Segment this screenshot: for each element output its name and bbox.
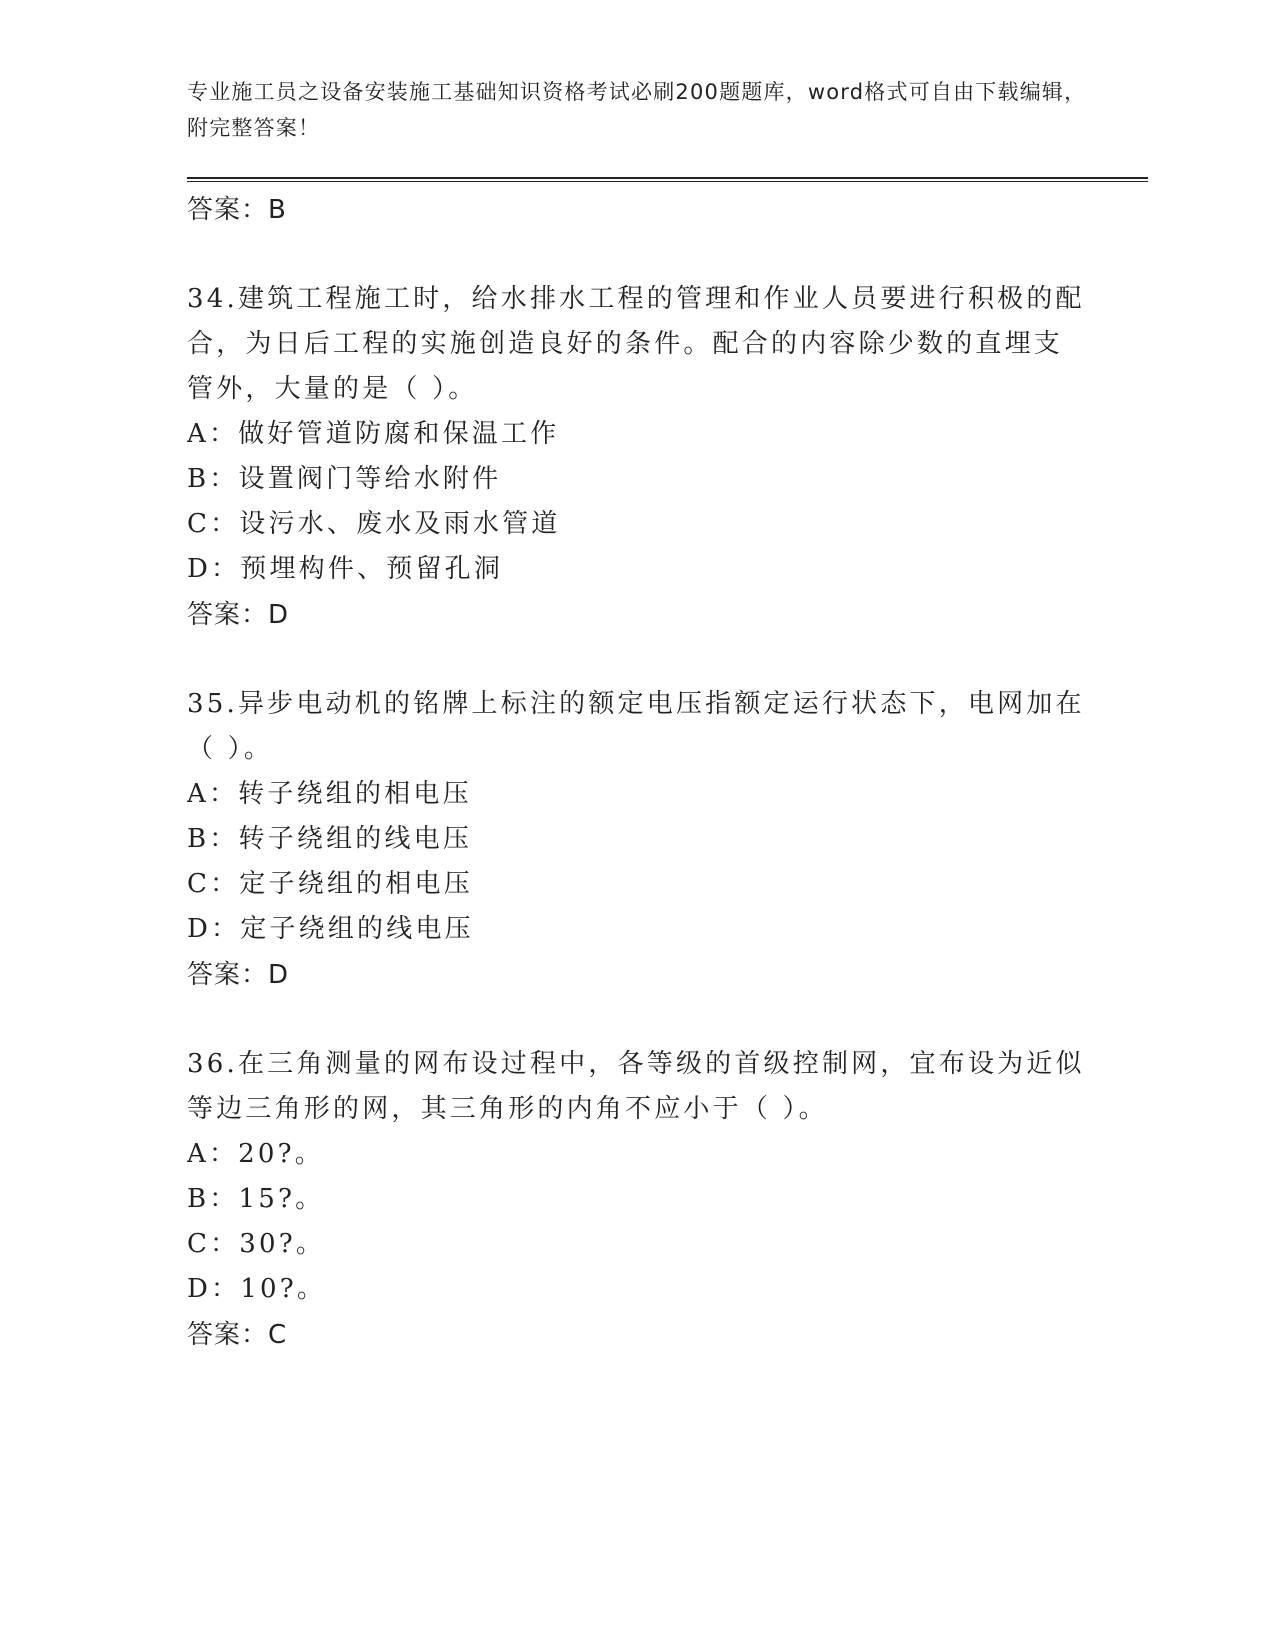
answer: 答案：D [187,600,290,630]
option-d: D：预埋构件、预留孔洞 [187,554,504,584]
option-c: C：30?。 [187,1229,326,1259]
option-c: C：定子绕组的相电压 [187,869,473,899]
question-text: 36.在三角测量的网布设过程中，各等级的首级控制网，宜布设为近似等边三角形的网，其三角形的内角不应小于（ ）。 [187,1049,1085,1124]
option-c: C：设污水、废水及雨水管道 [187,509,561,539]
option-b: B：设置阀门等给水附件 [187,464,502,494]
option-a: A：转子绕组的相电压 [187,779,472,809]
option-a: A：20?。 [187,1139,324,1169]
answer: 答案：C [187,1320,288,1350]
question-text: 35.异步电动机的铭牌上标注的额定电压指额定运行状态下，电网加在（ ）。 [187,689,1085,764]
option-d: D：定子绕组的线电压 [187,914,474,944]
question-35 [187,682,1087,998]
question-34 [187,277,1087,638]
document-body [187,187,1087,1358]
option-a: A：做好管道防腐和保温工作 [187,419,560,449]
document-title: 专业施工员之设备安装施工基础知识资格考试必刷200题题库，word格式可自由下载编辑，附完整答案！ [187,80,1087,140]
option-b: B：转子绕组的线电压 [187,824,473,854]
header-divider [187,177,1148,182]
answer: 答案：D [187,960,290,990]
document-header [187,74,1087,146]
option-d: D：10?。 [187,1274,327,1304]
question-text: 34.建筑工程施工时，给水排水工程的管理和作业人员要进行积极的配合，为日后工程的实施创造良好的条件。配合的内容除少数的直埋支管外，大量的是（ ）。 [187,284,1085,404]
question-36 [187,1042,1087,1358]
option-b: B：15?。 [187,1184,325,1214]
previous-answer: 答案：B [187,195,287,225]
